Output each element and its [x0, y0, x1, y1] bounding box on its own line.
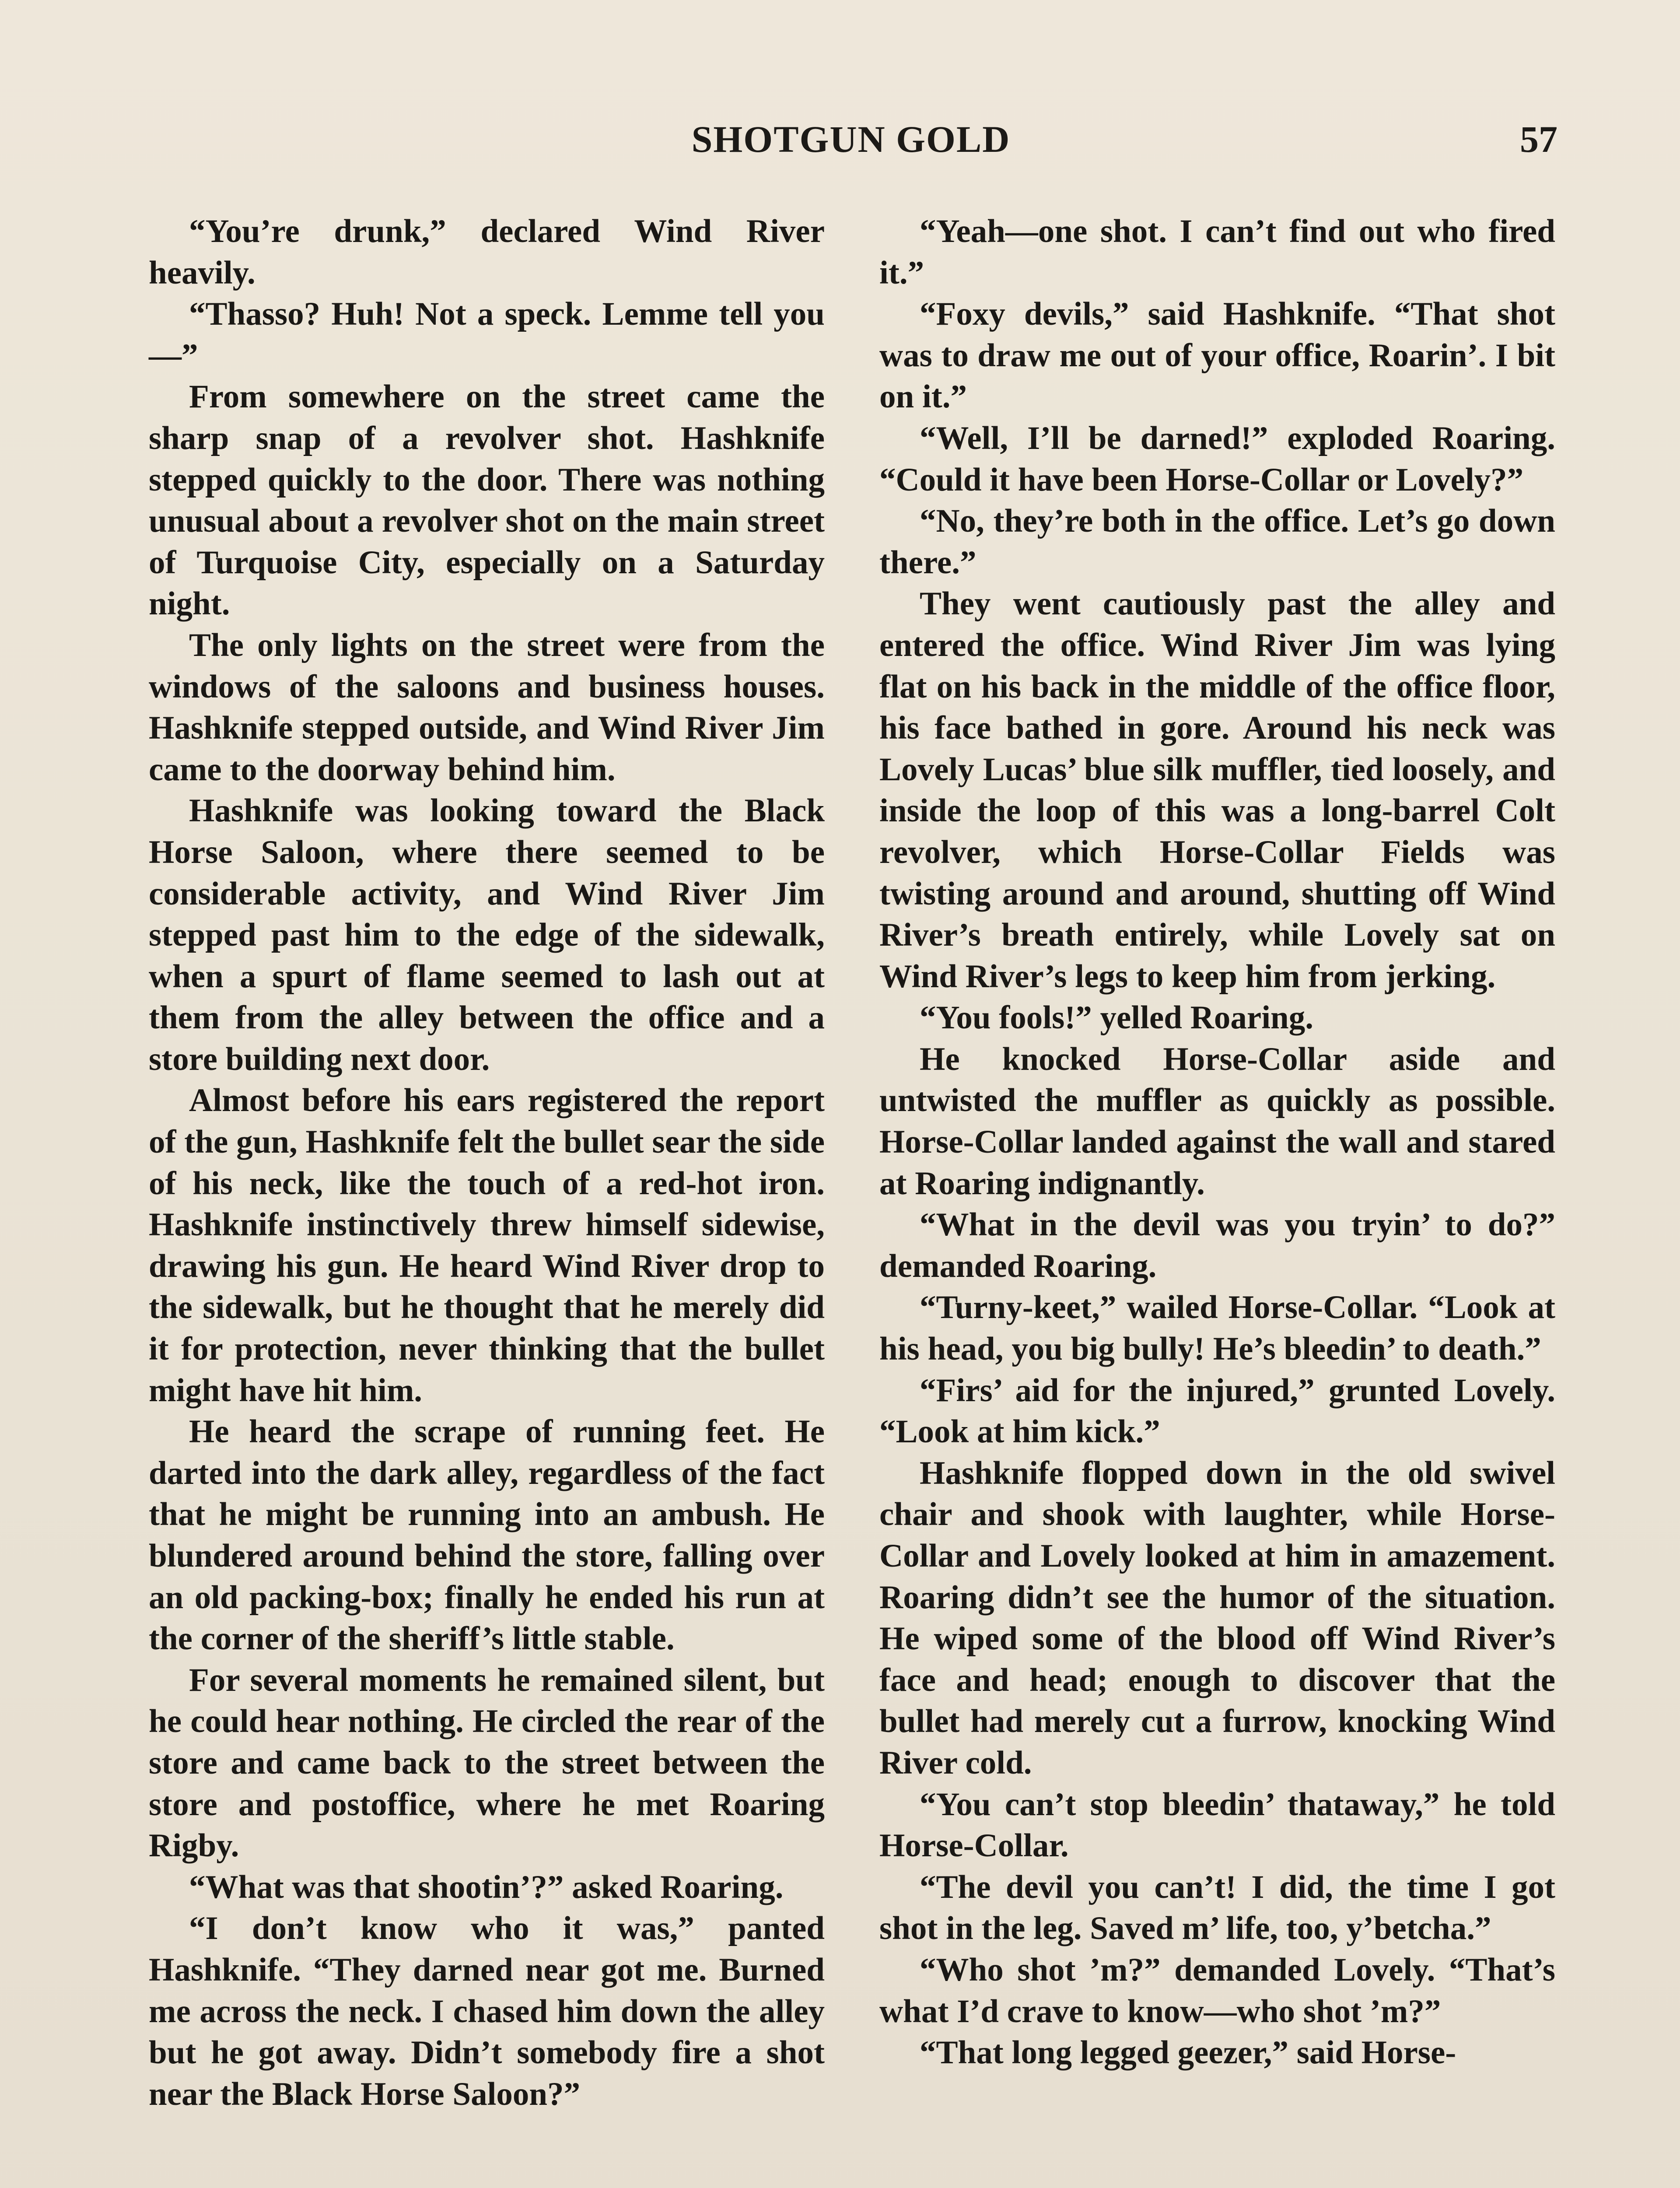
paragraph: The only lights on the street were from the windows of the saloons and business houses. Hashknife stepped outside, and Wind River Jim came to the doorway behind him.	[149, 627, 825, 788]
running-head	[144, 117, 1558, 170]
paragraph: “Yeah—one shot. I can’t find out who fired it.”	[879, 213, 1555, 291]
paragraph: “Turny-keet,” wailed Horse-Collar. “Look at his head, you big bully! He’s bleedin’ to death.”	[879, 1289, 1555, 1368]
right-text-column	[879, 211, 1555, 2074]
paragraph: Almost before his ears registered the report of the gun, Hashknife felt the bullet sear the side of his neck, like the touch of a red-hot iron. Hashknife instinctively threw himself sidewise, drawing his gun. He heard Wind River drop to the sidewalk, but he thought that he merely did it for protection, never thinking that the bullet might have hit him.	[149, 1082, 825, 1409]
paragraph: They went cautiously past the alley and entered the office. Wind River Jim was lying flat on his back in the middle of the office floor, his face bathed in gore. Around his neck was Lovely Lucas’ blue silk muffler, tied loosely, and inside the loop of this was a long-barrel Colt revolver, which Horse-Collar Fields was twisting around and around, shutting off Wind River’s breath entirely, while Lovely sat on Wind River’s legs to keep him from jerking.	[879, 586, 1555, 995]
paragraph: “You’re drunk,” declared Wind River heavily.	[149, 213, 825, 291]
paragraph: He heard the scrape of running feet. He darted into the dark alley, regardless of the fact that he might be running into an ambush. He blundered around behind the store, falling over an old packing-box; finally he ended his run at the corner of the sheriff’s little stable.	[149, 1413, 825, 1657]
paragraph: “The devil you can’t! I did, the time I got shot in the leg. Saved m’ life, too, y’betcha.”	[879, 1869, 1555, 1947]
paragraph: “I don’t know who it was,” panted Hashknife. “They darned near got me. Burned me across the neck. I chased him down the alley but he got away. Didn’t somebody fire a shot near the Black Horse Saloon?”	[149, 1910, 825, 2112]
paragraph: “Firs’ aid for the injured,” grunted Lovely. “Look at him kick.”	[879, 1372, 1555, 1450]
paragraph: Hashknife flopped down in the old swivel chair and shook with laughter, while Horse-Collar and Lovely looked at him in amazement. Roaring didn’t see the humor of the situation. He wiped some of the blood off Wind River’s face and head; enough to discover that the bullet had merely cut a furrow, knocking Wind River cold.	[879, 1455, 1555, 1781]
left-text-column	[149, 211, 825, 2115]
paragraph: “Well, I’ll be darned!” exploded Roaring. “Could it have been Horse-Collar or Lovely?”	[879, 420, 1555, 498]
paragraph: “What was that shootin’?” asked Roaring.	[189, 1869, 784, 1905]
paragraph: “You fools!” yelled Roaring.	[920, 999, 1313, 1036]
paragraph: “Thasso? Huh! Not a speck. Lemme tell you—”	[149, 296, 825, 374]
paragraph: “Foxy devils,” said Hashknife. “That shot was to draw me out of your office, Roarin’. I bit on it.”	[879, 296, 1555, 415]
paragraph: “That long legged geezer,” said Horse-	[920, 2034, 1456, 2071]
paragraph: Hashknife was looking toward the Black Horse Saloon, where there seemed to be considerable activity, and Wind River Jim stepped past him to the edge of the sidewalk, when a spurt of flame seemed to lash out at them from the alley between the office and a store building next door.	[149, 792, 825, 1077]
running-title: SHOTGUN GOLD	[691, 118, 1011, 160]
paragraph: “What in the devil was you tryin’ to do?” demanded Roaring.	[879, 1206, 1555, 1284]
paragraph: From somewhere on the street came the sharp snap of a revolver shot. Hashknife stepped quickly to the door. There was nothing unusual about a revolver shot on the main street of Turquoise City, especially on a Saturday night.	[149, 379, 825, 622]
paragraph: “You can’t stop bleedin’ thataway,” he told Horse-Collar.	[879, 1786, 1555, 1864]
paragraph: For several moments he remained silent, but he could hear nothing. He circled the rear of the store and came back to the street between the store and postoffice, where he met Roaring Rigby.	[149, 1662, 825, 1864]
paragraph: “No, they’re both in the office. Let’s go down there.”	[879, 503, 1555, 581]
paragraph: “Who shot ’m?” demanded Lovely. “That’s what I’d crave to know—who shot ’m?”	[879, 1951, 1555, 2030]
page-number: 57	[1520, 118, 1558, 160]
paragraph: He knocked Horse-Collar aside and untwisted the muffler as quickly as possible. Horse-Collar landed against the wall and stared at Roaring indignantly.	[879, 1041, 1555, 1202]
